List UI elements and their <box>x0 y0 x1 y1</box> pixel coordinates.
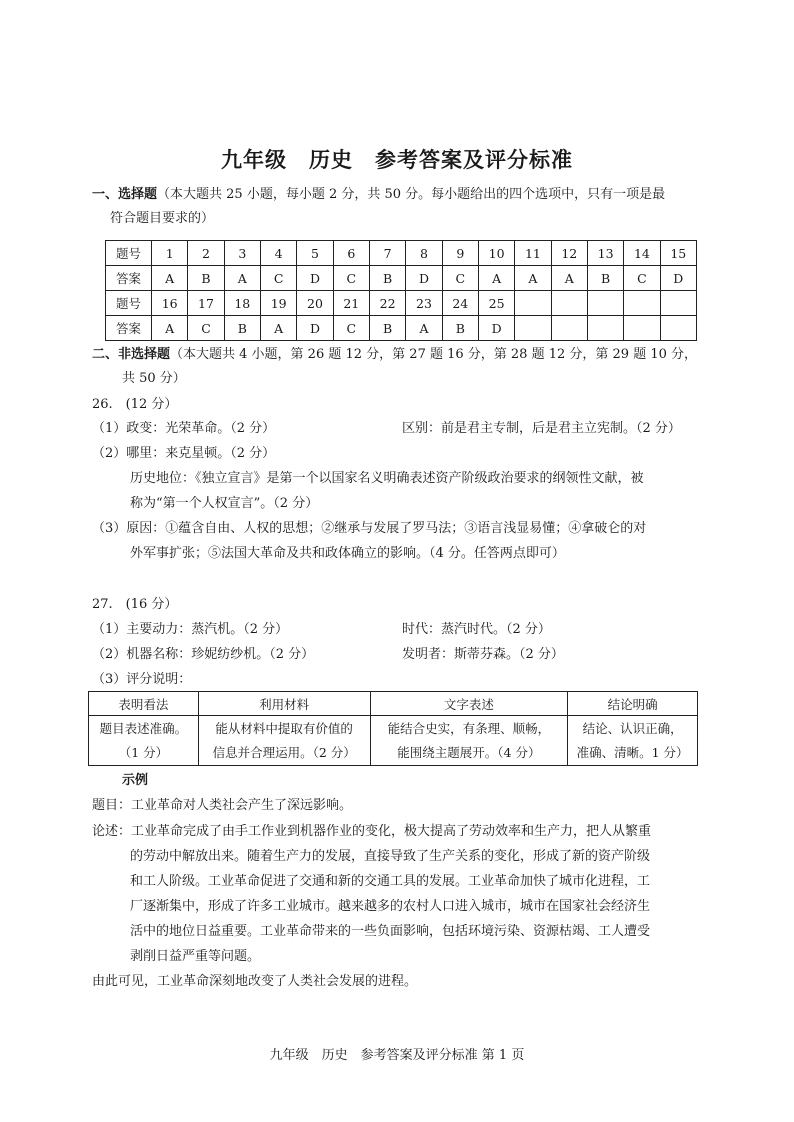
scoring-header-cell: 结论明确 <box>568 692 698 716</box>
cell-text: 能围绕主题展开。（4 分） <box>397 744 541 760</box>
scoring-header-cell: 文字表述 <box>370 692 568 716</box>
example-argument-line1: 论述：工业革命完成了由手工作业到机器作业的变化，极大提高了劳动效率和生产力，把人从繁重 <box>92 824 652 839</box>
section2-desc2: 共 50 分） <box>122 371 186 386</box>
answer-cell: 14 <box>624 241 660 266</box>
answer-row-numbers-2 <box>106 291 697 316</box>
answer-cell: A <box>260 316 296 341</box>
answer-cell: 7 <box>369 241 405 266</box>
scoring-header-row <box>89 692 698 716</box>
answer-cell <box>515 291 551 316</box>
q27-line2b: 发明者：斯蒂芬森。（2 分） <box>402 647 564 662</box>
scoring-header-cell: 表明看法 <box>89 692 199 716</box>
page-footer: 九年级 历史 参考答案及评分标准 第 1 页 <box>269 1048 525 1063</box>
scoring-cell-conclusion <box>568 716 698 766</box>
answer-cell: D <box>478 316 514 341</box>
answer-cell: C <box>442 266 478 291</box>
answer-cell: 23 <box>406 291 442 316</box>
section2-line1 <box>92 342 697 367</box>
q27-line2a: （2）机器名称：珍妮纺纱机。（2 分） <box>92 647 315 662</box>
answer-cell: D <box>660 266 696 291</box>
answer-row-answers-1 <box>106 266 697 291</box>
answer-cell: A <box>152 266 188 291</box>
answer-cell <box>587 316 623 341</box>
example-conclusion: 由此可见，工业革命深刻地改变了人类社会发展的进程。 <box>92 974 418 989</box>
answer-cell: B <box>587 266 623 291</box>
q26-line6: 外军事扩张；⑤法国大革命及共和政体确立的影响。（4 分。任答两点即可） <box>130 546 565 561</box>
answer-row-numbers-1 <box>106 241 697 266</box>
row-label: 题号 <box>106 291 152 316</box>
answer-cell: 4 <box>260 241 296 266</box>
answer-cell: 5 <box>297 241 333 266</box>
answer-row-answers-2 <box>106 316 697 341</box>
answer-cell: 10 <box>478 241 514 266</box>
q26-line2: （2）哪里：来克星顿。（2 分） <box>92 446 276 461</box>
q26-line5: （3）原因：①蕴含自由、人权的思想；②继承与发展了罗马法；③语言浅显易懂；④拿破仑的对 <box>92 521 647 536</box>
answer-cell <box>515 316 551 341</box>
answer-cell <box>551 291 587 316</box>
example-argument-line4: 厂逐渐集中，形成了许多工业城市。越来越多的农村人口进入城市，城市在国家社会经济生 <box>130 899 651 914</box>
answer-cell: 3 <box>224 241 260 266</box>
answer-cell: 9 <box>442 241 478 266</box>
answer-cell: 21 <box>333 291 369 316</box>
answer-cell <box>660 316 696 341</box>
cell-text: （1 分） <box>118 744 169 760</box>
answer-cell: B <box>369 266 405 291</box>
page-title: 九年级 历史 参考答案及评分标准 <box>221 147 573 172</box>
answer-cell <box>551 316 587 341</box>
answer-cell: 16 <box>152 291 188 316</box>
answer-cell: C <box>260 266 296 291</box>
answer-cell: 24 <box>442 291 478 316</box>
answer-cell: A <box>224 266 260 291</box>
answer-cell: 11 <box>515 241 551 266</box>
answer-cell: 13 <box>587 241 623 266</box>
section1-desc: （本大题共 25 小题，每小题 2 分，共 50 分。每小题给出的四个选项中，只有一项是最 <box>157 187 666 202</box>
answer-cell: D <box>406 266 442 291</box>
answer-cell: 6 <box>333 241 369 266</box>
answer-cell: D <box>297 266 333 291</box>
q26-line4: 称为“第一个人权宣言”。（2 分） <box>130 496 319 511</box>
answer-cell: A <box>515 266 551 291</box>
scoring-cell-writing <box>370 716 568 766</box>
cell-text: 准确、清晰。1 分） <box>576 744 689 760</box>
row-label: 答案 <box>106 266 152 291</box>
example-argument-line6: 剥削日益严重等问题。 <box>130 949 261 964</box>
answer-cell: 19 <box>260 291 296 316</box>
answer-cell <box>624 316 660 341</box>
answer-cell: A <box>478 266 514 291</box>
scoring-cell-material <box>198 716 370 766</box>
scoring-body-row <box>89 716 698 766</box>
section2-heading: 二、非选择题 <box>92 347 171 362</box>
answer-cell: A <box>551 266 587 291</box>
answer-cell: A <box>406 316 442 341</box>
answer-cell: C <box>333 266 369 291</box>
answer-cell: B <box>188 266 224 291</box>
q26-line3: 历史地位：《独立宣言》是第一个以国家名义明确表述资产阶级政治要求的纲领性文献，被 <box>130 471 644 486</box>
answer-cell: B <box>369 316 405 341</box>
section2-desc: （本大题共 4 小题，第 26 题 12 分，第 27 题 16 分，第 28 题 12 分，第 29 题 10 分， <box>170 347 698 362</box>
answer-cell <box>624 291 660 316</box>
q27-line3: （3）评分说明： <box>92 672 192 687</box>
answer-cell: C <box>624 266 660 291</box>
answer-cell: B <box>442 316 478 341</box>
row-label: 答案 <box>106 316 152 341</box>
q27-line1b: 时代：蒸汽时代。（2 分） <box>402 622 551 637</box>
answer-cell: 20 <box>297 291 333 316</box>
answer-cell: 22 <box>369 291 405 316</box>
answer-cell: 25 <box>478 291 514 316</box>
answer-cell: 15 <box>660 241 696 266</box>
example-label: 示例 <box>122 773 149 788</box>
answer-cell <box>587 291 623 316</box>
scoring-header-cell: 利用材料 <box>198 692 370 716</box>
answer-cell: A <box>152 316 188 341</box>
example-argument-line3: 和工人阶级。工业革命促进了交通和新的交通工具的发展。工业革命加快了城市化进程，工 <box>130 874 651 889</box>
answer-cell: B <box>224 316 260 341</box>
answer-table <box>105 240 697 341</box>
q27-heading: 27. (16 分） <box>92 597 178 612</box>
cell-text: 能结合史实，有条理、顺畅， <box>387 720 551 736</box>
example-argument-line2: 的劳动中解放出来。随着生产力的发展，直接导致了生产关系的变化，形成了新的资产阶级 <box>130 849 651 864</box>
section1-heading: 一、选择题 <box>92 187 158 202</box>
cell-text: 题目表述准确。 <box>99 720 188 736</box>
answer-cell: 17 <box>188 291 224 316</box>
cell-text: 信息并合理运用。（2 分） <box>212 744 356 760</box>
answer-cell: 12 <box>551 241 587 266</box>
answer-cell: 2 <box>188 241 224 266</box>
q26-heading: 26. (12 分） <box>92 397 178 412</box>
example-argument-line5: 活中的地位日益重要。工业革命带来的一些负面影响，包括环境污染、资源枯竭、工人遭受 <box>130 924 651 939</box>
cell-text: 结论、认识正确， <box>582 720 683 736</box>
example-topic: 题目：工业革命对人类社会产生了深远影响。 <box>92 798 353 813</box>
q26-line1a: （1）政变：光荣革命。（2 分） <box>92 421 276 436</box>
q26-line1b: 区别：前是君主专制，后是君主立宪制。（2 分） <box>402 421 681 436</box>
answer-cell: 18 <box>224 291 260 316</box>
answer-cell: C <box>333 316 369 341</box>
answer-cell: C <box>188 316 224 341</box>
scoring-table <box>88 691 698 766</box>
section1-line1 <box>92 182 665 207</box>
section1-desc2: 符合题目要求的） <box>110 211 215 226</box>
answer-cell: 8 <box>406 241 442 266</box>
answer-cell: D <box>297 316 333 341</box>
answer-cell: 1 <box>152 241 188 266</box>
scoring-cell-view <box>89 716 199 766</box>
cell-text: 能从材料中提取有价值的 <box>215 720 353 736</box>
q27-line1a: （1）主要动力：蒸汽机。（2 分） <box>92 622 289 637</box>
answer-cell <box>660 291 696 316</box>
row-label: 题号 <box>106 241 152 266</box>
